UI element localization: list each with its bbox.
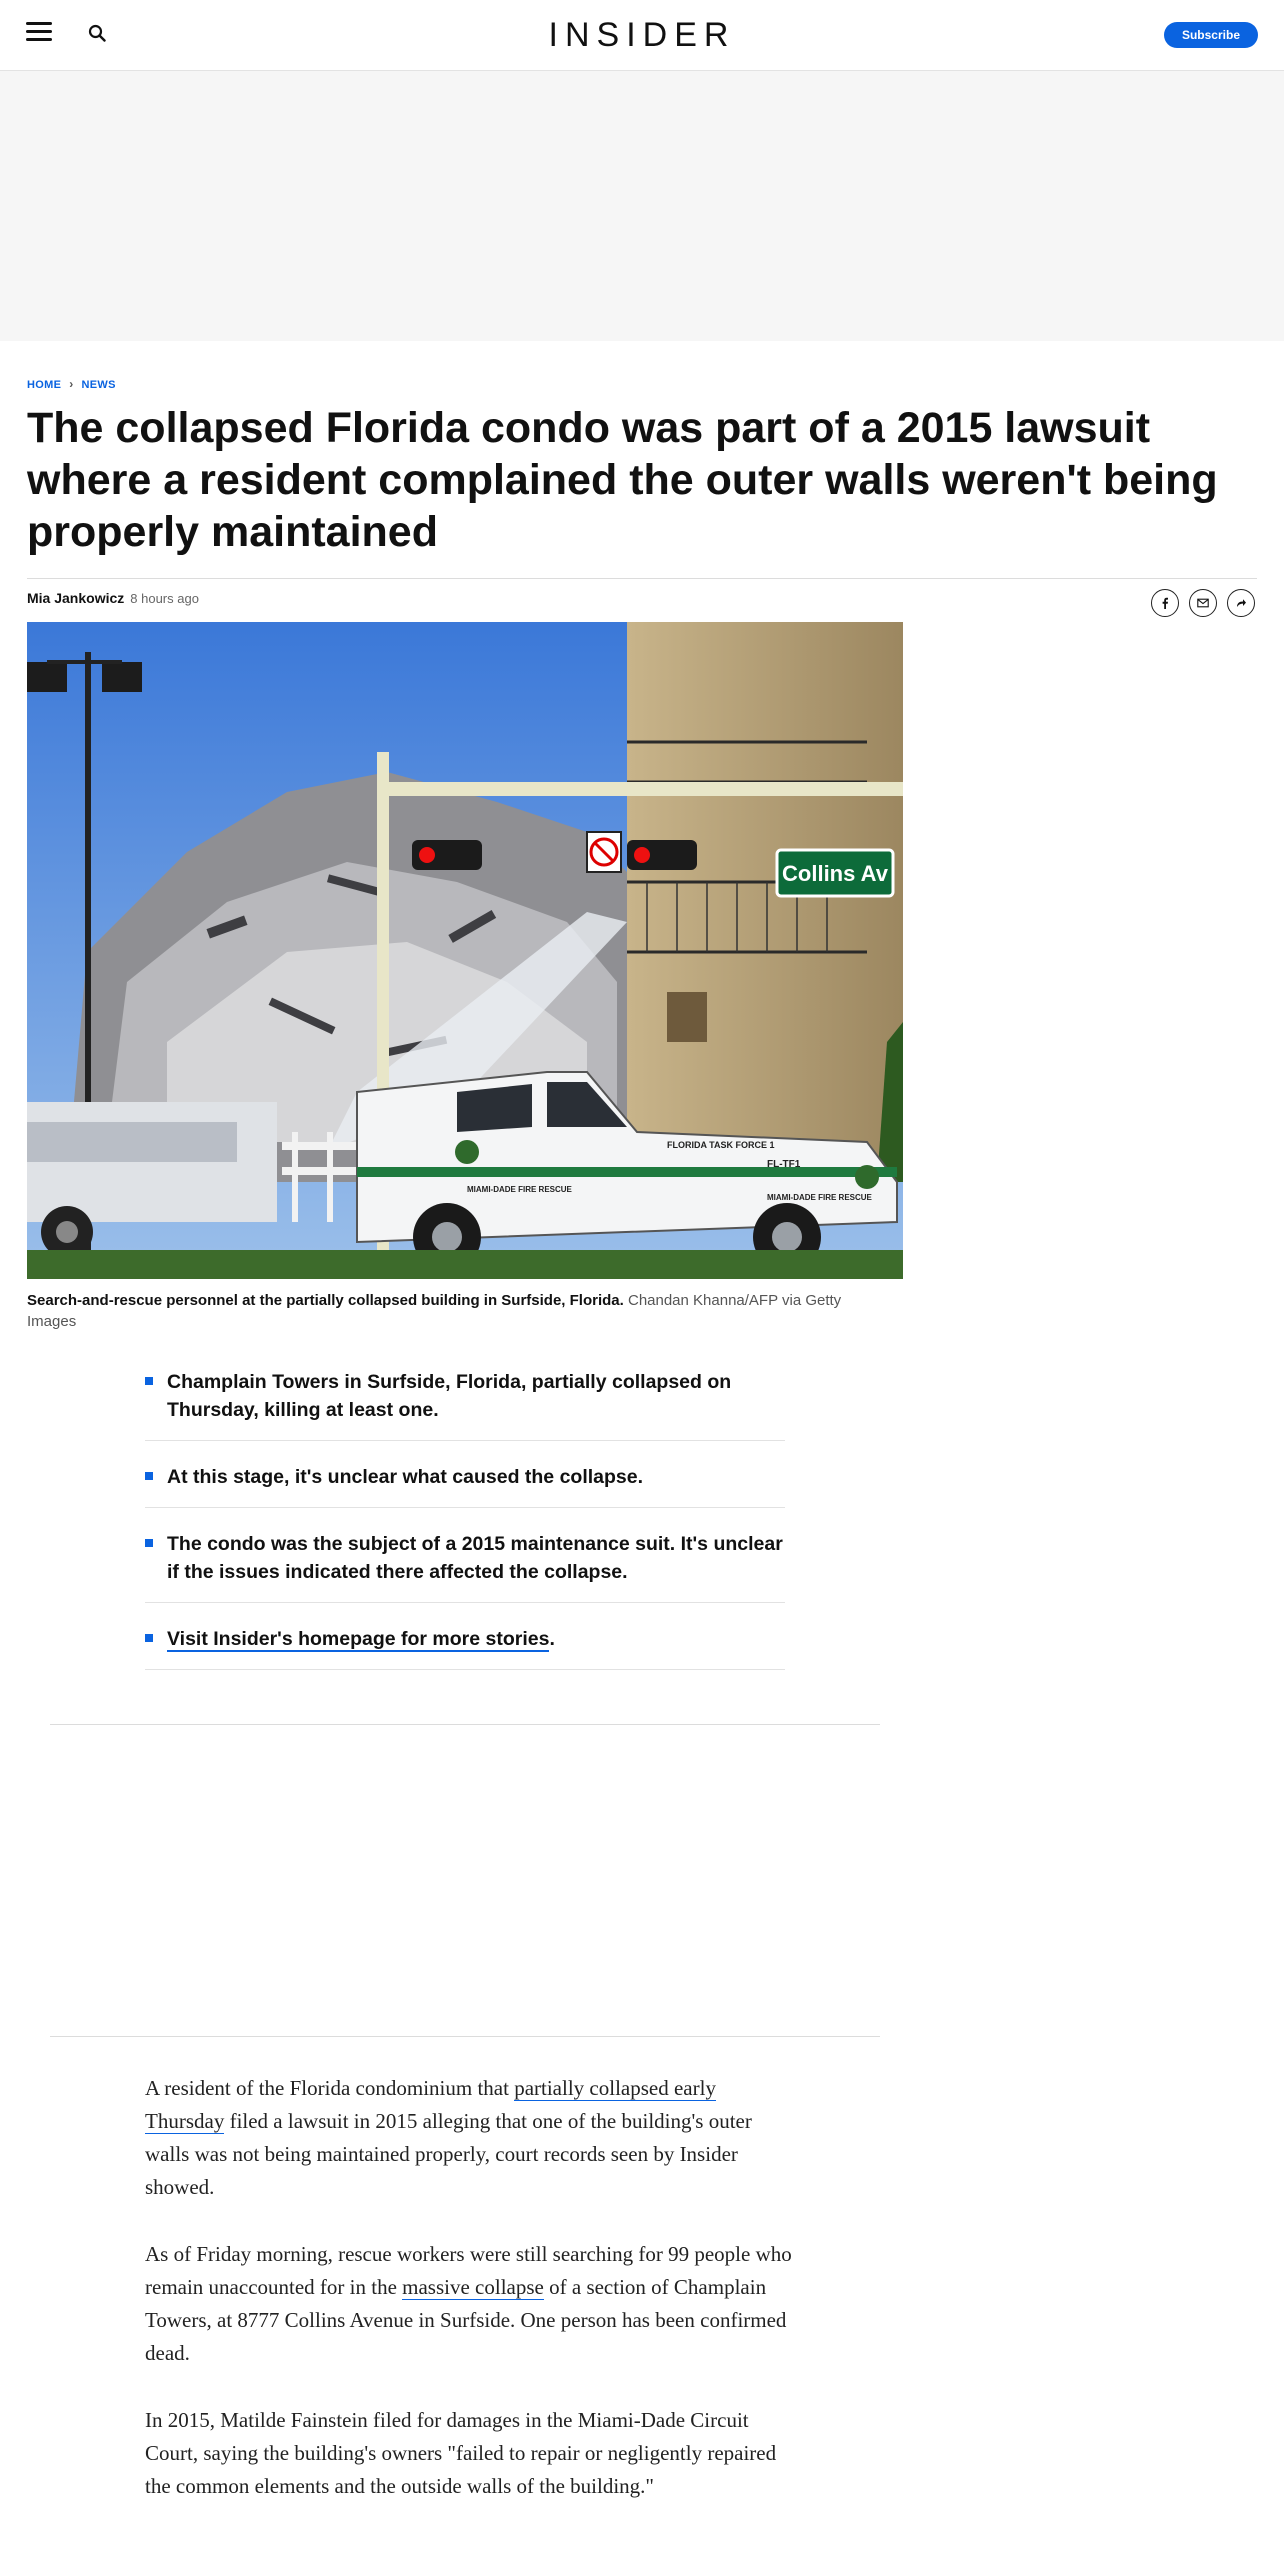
facebook-share-button[interactable] — [1151, 589, 1179, 617]
paragraph-text: filed a lawsuit in 2015 alleging that one of the building's outer walls was not being maintained properly, court records seen by Insider showed. — [145, 2109, 752, 2199]
hero-photo — [27, 622, 903, 1279]
facebook-icon — [1159, 597, 1171, 609]
key-point-item — [145, 1619, 785, 1670]
breadcrumb-home[interactable]: HOME — [27, 379, 62, 391]
byline — [27, 590, 199, 606]
truck-text-top: FLORIDA TASK FORCE 1 — [667, 1140, 775, 1150]
subscribe-button[interactable]: Subscribe — [1164, 22, 1258, 48]
email-icon — [1197, 597, 1209, 609]
ad-divider-top — [50, 1724, 880, 1725]
caption-text: Search-and-rescue personnel at the partially collapsed building in Surfside, Florida. — [27, 1292, 624, 1309]
article-headline: The collapsed Florida condo was part of a 2015 lawsuit where a resident complained the outer walls weren't being properly maintained — [27, 404, 1218, 556]
key-point-item — [145, 1457, 785, 1508]
truck-text-side: FL-TF1 — [767, 1159, 801, 1170]
paragraph-text: A resident of the Florida condominium that — [145, 2076, 515, 2100]
body-paragraph — [145, 2072, 795, 2204]
photo-caption — [27, 1290, 887, 1332]
body-paragraph — [145, 2404, 795, 2503]
key-point-item — [145, 1524, 785, 1603]
top-ad-slot — [0, 71, 1284, 341]
breadcrumb — [27, 377, 116, 391]
headline-divider — [27, 578, 1257, 579]
more-share-button[interactable] — [1227, 589, 1255, 617]
key-point-item — [145, 1362, 785, 1441]
key-point-text: The condo was the subject of a 2015 maintenance suit. It's unclear if the issues indicated there affected the collapse. — [167, 1533, 783, 1583]
paragraph-text: of a section of Champlain Towers, at 8777 Collins Avenue in Surfside. One person has been confirmed dead. — [145, 2275, 787, 2365]
email-share-button[interactable] — [1189, 589, 1217, 617]
share-icon — [1235, 597, 1247, 609]
body-paragraph — [145, 2238, 795, 2370]
key-point-text: At this stage, it's unclear what caused the collapse. — [167, 1466, 644, 1488]
period: . — [549, 1628, 555, 1650]
paragraph-text: In 2015, Matilde Fainstein filed for damages in the Miami-Dade Circuit Court, saying the building's owners "failed to repair or negligently repaired the common elements and the outside walls of the building." — [145, 2408, 777, 2498]
truck-text-door: MIAMI-DADE FIRE RESCUE — [467, 1185, 572, 1194]
truck-text-rear: MIAMI-DADE FIRE RESCUE — [767, 1193, 872, 1202]
partial-collapse-link[interactable]: partially collapsed early Thursday — [145, 2076, 716, 2133]
paragraph-text: As of Friday morning, rescue workers were still searching for 99 people who remain unaccounted for in the — [145, 2242, 792, 2299]
chevron-right-icon: › — [69, 377, 74, 391]
massive-collapse-link[interactable]: massive collapse — [402, 2275, 544, 2299]
breadcrumb-news[interactable]: NEWS — [81, 379, 116, 391]
street-sign-text: Collins Av — [782, 861, 888, 886]
ad-divider-bottom — [50, 2036, 880, 2037]
homepage-link[interactable]: Visit Insider's homepage for more stories — [167, 1628, 550, 1650]
author-link[interactable]: Mia Jankowicz — [27, 590, 125, 606]
article-body — [145, 2072, 795, 2537]
top-nav — [0, 0, 1284, 71]
key-points-list — [145, 1362, 785, 1686]
photo-credit: Chandan Khanna/AFP via Getty Images — [27, 1292, 842, 1330]
key-point-text: Champlain Towers in Surfside, Florida, partially collapsed on Thursday, killing at least one. — [167, 1371, 732, 1421]
insider-logo[interactable]: INSIDER — [548, 16, 736, 54]
publish-time: 8 hours ago — [130, 591, 199, 606]
